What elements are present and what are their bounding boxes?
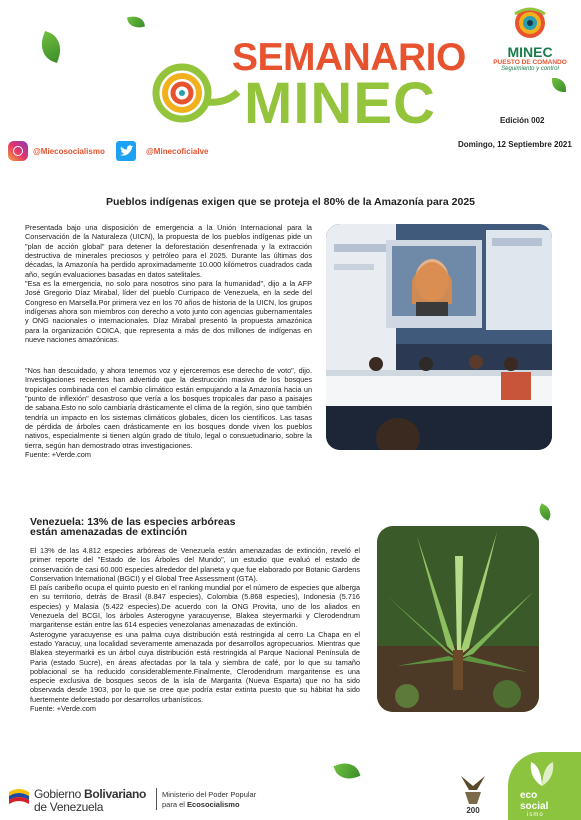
decorative-leaf-icon [536, 503, 554, 520]
article2-paragraph: El país caribeño ocupa el quinto puesto en el ranking mundial por el número de especies que alberga en su territorio, detrás de Brasil (8.847 especies), Colombia (5.868 especies), Indonesia (5.716 especies) y Malasia (5.422 especies).De acuerdo con la ONG Provita, uno de los aliados en Venezuela del BCGI, los árboles Asterogyne yaracuyense, Blakea steyermarkii y Clerodendrum margaritense están entre las 614 especies venezolanas amenazadas de extinción. [30, 583, 360, 630]
article1-paragraph: Presentada bajo una disposición de emergencia a la Unión Internacional para la Conservación de la Naturaleza (UICN), la propuesta de los pueblos indígenas pide un "plan de acción global" para detener la deforestación desenfrenada y la extracción destructiva de minerales preciosos y petróleo para el 2025. Durante las últimas dos décadas, la Amazonía ha perdido aproximadamente 10.000 kilómetros cuadrados cada año, según evaluaciones basadas en datos satelitales. [25, 223, 312, 279]
edition-label: Edición 002 [500, 116, 545, 125]
instagram-handle[interactable]: @Miecosocialismo [33, 147, 105, 156]
footer-government-word: Gobierno [34, 787, 84, 801]
leaf-logo-icon [525, 758, 559, 788]
footer-government-bold: Bolivariano [84, 787, 147, 801]
decorative-leaf-icon [127, 15, 145, 30]
newsletter-title-top: SEMANARIO [232, 36, 466, 79]
instagram-icon[interactable] [8, 141, 28, 161]
article1-body-continued [25, 366, 312, 459]
article2-title-line: Venezuela: 13% de las especies arbóreas [30, 516, 236, 528]
twitter-handle[interactable]: @Minecoficialve [146, 147, 209, 156]
footer-government-line2: de Venezuela [34, 800, 104, 814]
article1-body [25, 223, 312, 344]
footer-divider [156, 788, 157, 810]
puesto-logo-name: MINEC [507, 44, 553, 60]
footer-ministry-line1: Ministerio del Poder Popular [162, 790, 257, 799]
footer-government-line1 [34, 787, 146, 801]
venezuela-flag-icon [8, 786, 30, 808]
article1-title: Pueblos indígenas exigen que se proteja el 80% de la Amazonía para 2025 [106, 196, 475, 208]
puesto-logo-subtitle: PUESTO DE COMANDO [493, 59, 567, 66]
twitter-icon[interactable] [116, 141, 136, 161]
issue-date: Domingo, 12 Septiembre 2021 [458, 140, 572, 149]
article2-paragraph: Asterogyne yaracuyense es una palma cuya distribución está restringida al cerro La Chapa en el estado Yaracuy, una localidad severamente amenazada por desarrollos agropecuarios. Mientras que Blakea steyermarkii es un árbol cuya distribución está restringida al Parque Nacional Península de Paria (estado Sucre), en áreas afectadas por la tala y siembra de café, por lo que su tamaño poblacional se ha reducido considerablemente.Finalmente, Clerodendrum margaritense es una especie exclusiva de bosques secos de la isla de Margarita (Nueva Esparta) que no ha sido observada desde 1903, por lo que se cree que podría estar extinta puesto que su hábitat ha sido fuertemente deforestado por desarrollos urbanísticos. [30, 629, 360, 704]
newsletter-title-bottom: MINEC [244, 71, 436, 136]
decorative-leaf-icon [334, 759, 361, 783]
article2-paragraph: El 13% de las 4.812 especies arbóreas de Venezuela están amenazadas de extinción, reveló el primer reporte del "Estado de los Árboles del Mundo", un estudio que evaluó el estado de conservación de casi 60.000 especies alrededor del planeta y que fue elaborado por Botanic Gardens Conservation International (BGCI) y el Global Tree Assessment (GTA). [30, 546, 360, 583]
eco-logo-line1: eco [520, 790, 538, 801]
article2-title-line: están amenazadas de extinción [30, 526, 187, 538]
article2-source: Fuente: +Verde.com [30, 704, 96, 714]
puesto-de-comando-logo [490, 6, 570, 72]
decorative-leaf-icon [36, 31, 66, 63]
article1-photo-conference [326, 224, 552, 450]
article2-photo-palm [377, 526, 539, 712]
minec-swirl-logo-icon [150, 62, 242, 124]
article2-title [30, 517, 235, 537]
decorative-leaf-icon [552, 78, 566, 92]
badge-number: 200 [466, 806, 480, 815]
footer-ministry-word: para el [162, 800, 188, 809]
eco-logo-line2: social [520, 801, 549, 812]
footer-ministry-line2 [162, 800, 240, 809]
article1-source: Fuente: +Verde.com [25, 450, 91, 460]
bicentennial-badge-icon [455, 772, 491, 816]
article1-paragraph: "Nos han descuidado, y ahora tenemos voz y ejerceremos ese derecho de voto", dijo. Investigaciones recientes han advertido que la destrucción masiva de los bosques tropicales combinada con el cambio climático están empujando a la Amazonía hacia un "punto de inflexión" desastroso que vería a los bosques tropicales dar paso a paisajes de sabana.Esto no solo cambiaría drásticamente el clima de la región, sino que también tendría un impacto en los sistemas climáticos globales, dicen los científicos. Las tasas de pérdida de árboles caen drásticamente en los bosques donde viven los pueblos nativos, especialmente si tienen algún grado de título, legal o consuetudinario, sobre la tierra, según han demostrado otras investigaciones. [25, 366, 312, 450]
eye-logo-icon [512, 6, 548, 40]
article2-body [30, 546, 360, 713]
article1-paragraph: "Esa es la emergencia, no solo para nosotros sino para la humanidad", dijo a la AFP José Gregorio Díaz Mirabal, líder del pueblo Curripaco de Venezuela, en la sede del Congreso en Marsella.Por primera vez en los 70 años de historia de la UICN, los grupos indígenas ahora son miembros con derecho a voto junto con agencias gubernamentales y ONG nacionales o internacionales. Díaz Mirabal presentó la propuesta amazónica para la organización COICA, que representa a más de dos millones de indígenas en nueve naciones amazónicas. [25, 279, 312, 345]
eco-logo-line3: ismo [527, 812, 544, 818]
footer-ministry-bold: Ecosocialismo [187, 800, 240, 809]
puesto-logo-tagline: Seguimiento y control [501, 66, 559, 72]
